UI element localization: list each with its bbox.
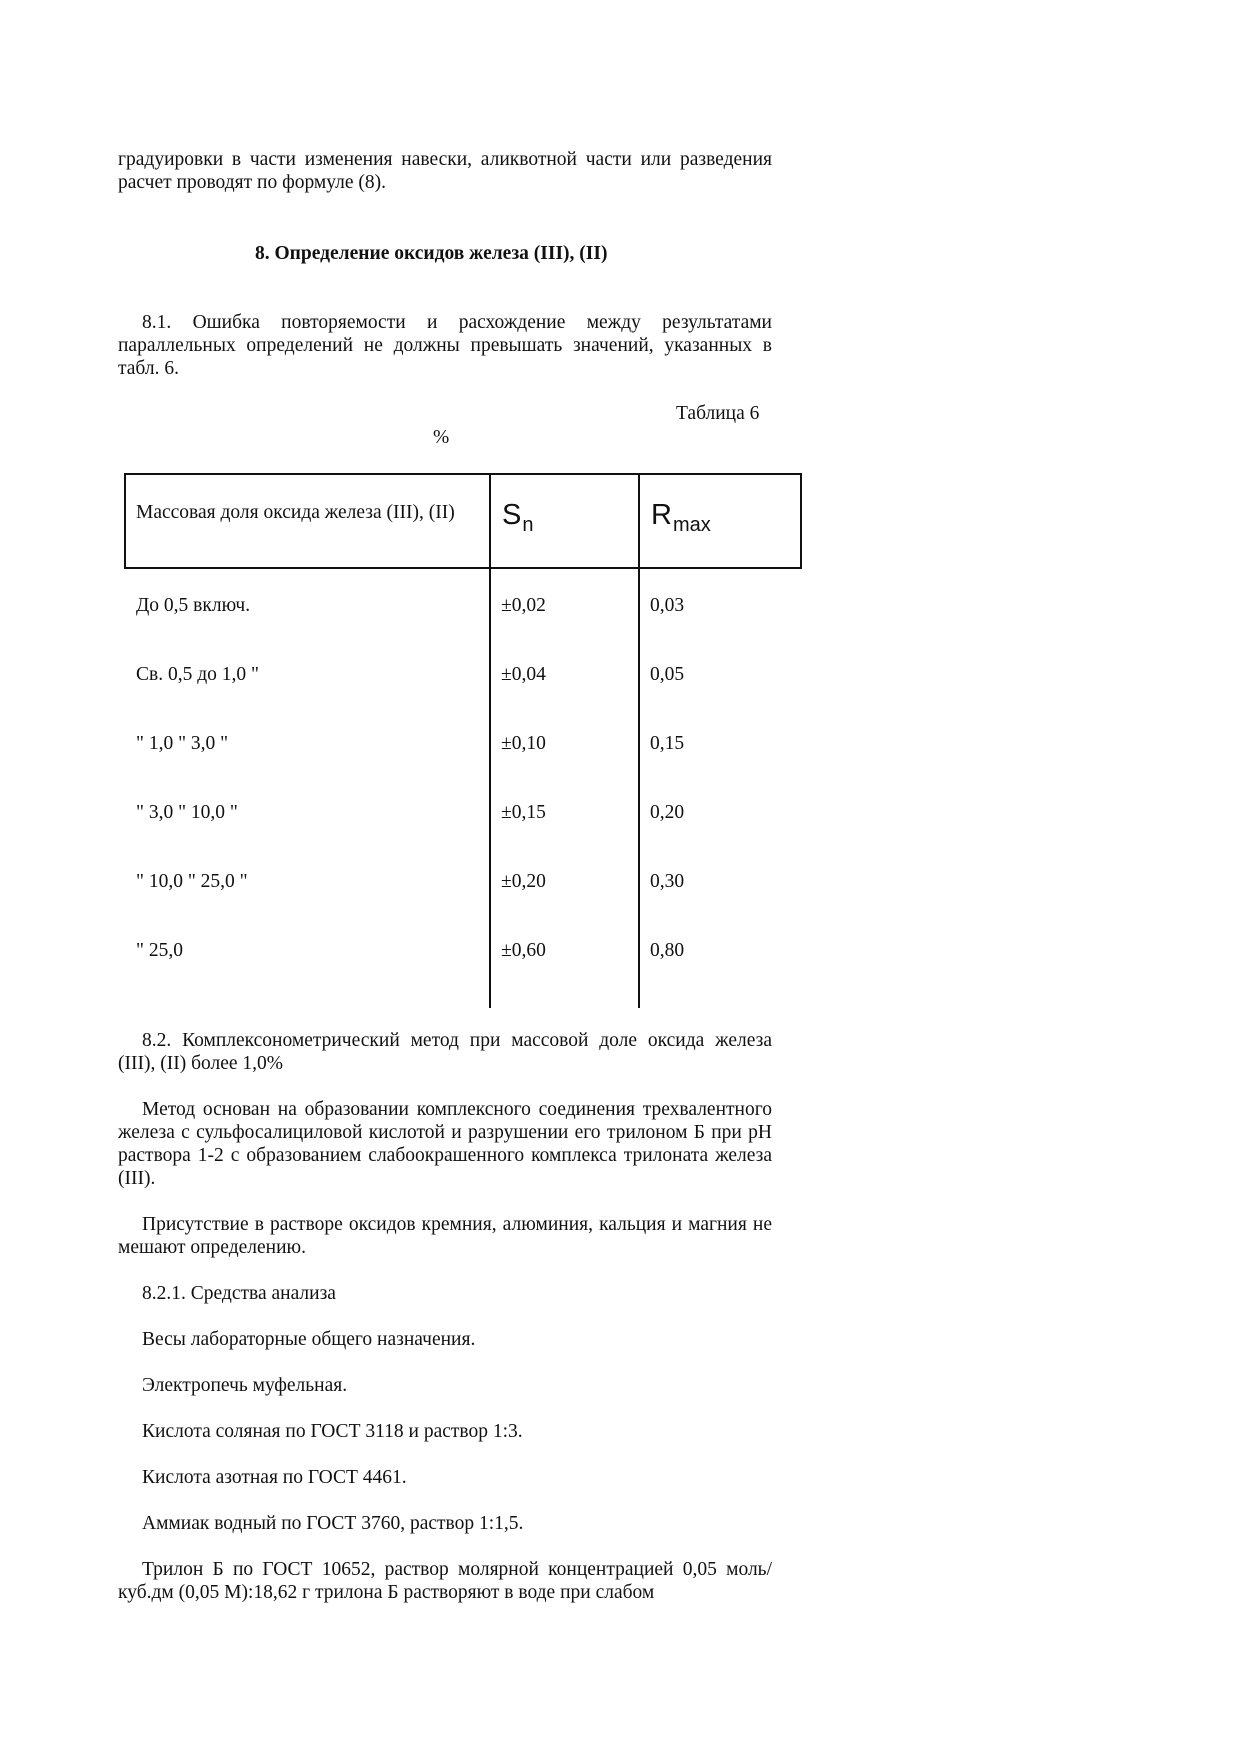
table-header-bottom-border [124,567,802,569]
section-title: 8. Определение оксидов железа (III), (II) [255,243,608,264]
header-sn-symbol: S [502,499,522,531]
row-5-sn: ±0,20 [501,871,546,892]
list-item: Весы лабораторные общего назначения. [142,1329,476,1350]
table-header-right-border [800,473,802,569]
header-sn-subscript: n [522,514,534,536]
row-4-range: " 3,0 " 10,0 " [136,802,238,823]
paragraph-8-1: 8.1. Ошибка повторяемости и расхождение между результатами параллельных определений не должны превышать значений, указанных в табл. 6. [118,312,772,379]
table-column-separator-1 [489,473,491,1008]
trilon-paragraph: Трилон Б по ГОСТ 10652, раствор молярной концентрацией 0,05 моль/куб.дм (0,05 М):18,62 г трилона Б растворяют в воде при слабом [118,1559,772,1603]
row-5-range: " 10,0 " 25,0 " [136,871,248,892]
list-item: Аммиак водный по ГОСТ 3760, раствор 1:1,5. [142,1513,524,1534]
row-2-rmax: 0,05 [650,664,685,685]
row-6-sn: ±0,60 [501,940,546,961]
row-1-rmax: 0,03 [650,595,685,616]
list-item: Электропечь муфельная. [142,1375,348,1396]
table-6 [124,473,802,1008]
table-column-separator-2 [638,473,640,1008]
row-2-range: Св. 0,5 до 1,0 " [136,664,259,685]
row-6-rmax: 0,80 [650,940,685,961]
list-item: Кислота соляная по ГОСТ 3118 и раствор 1:3. [142,1421,523,1442]
header-rmax-symbol: R [651,499,672,531]
header-rmax [651,499,711,541]
table-header-top-border [124,473,802,475]
row-3-range: " 1,0 " 3,0 " [136,733,229,754]
table-unit: % [433,427,450,448]
paragraph-8-2-1: 8.2.1. Средства анализа [142,1283,336,1304]
section-heading [118,242,772,265]
paragraph-8-2: 8.2. Комплексонометрический метод при массовой доле оксида железа (III), (II) более 1,0% [118,1030,772,1074]
header-sn [502,499,533,541]
row-4-rmax: 0,20 [650,802,685,823]
header-rmax-subscript: max [672,514,711,536]
row-2-sn: ±0,04 [501,664,546,685]
row-1-range: До 0,5 включ. [136,595,251,616]
row-6-range: " 25,0 [136,940,183,961]
row-1-sn: ±0,02 [501,595,546,616]
table-caption: Таблица 6 [676,403,760,424]
row-4-sn: ±0,15 [501,802,546,823]
list-item: Кислота азотная по ГОСТ 4461. [142,1467,407,1488]
method-paragraph: Метод основан на образовании комплексного соединения трехвалентного железа с сульфосалициловой кислотой и разрушении его трилоном Б при рН раствора 1-2 с образованием слабоокрашенного комплекса трилоната железа (III). [118,1099,772,1189]
table-header-left-border [124,473,126,569]
presence-paragraph: Присутствие в растворе оксидов кремния, алюминия, кальция и магния не мешают определению. [118,1214,772,1258]
row-3-sn: ±0,10 [501,733,546,754]
header-mass-fraction: Массовая доля оксида железа (III), (II) [136,502,455,523]
intro-paragraph: градуировки в части изменения навески, аликвотной части или разведения расчет проводят по формуле (8). [118,149,772,193]
row-3-rmax: 0,15 [650,733,685,754]
row-5-rmax: 0,30 [650,871,685,892]
